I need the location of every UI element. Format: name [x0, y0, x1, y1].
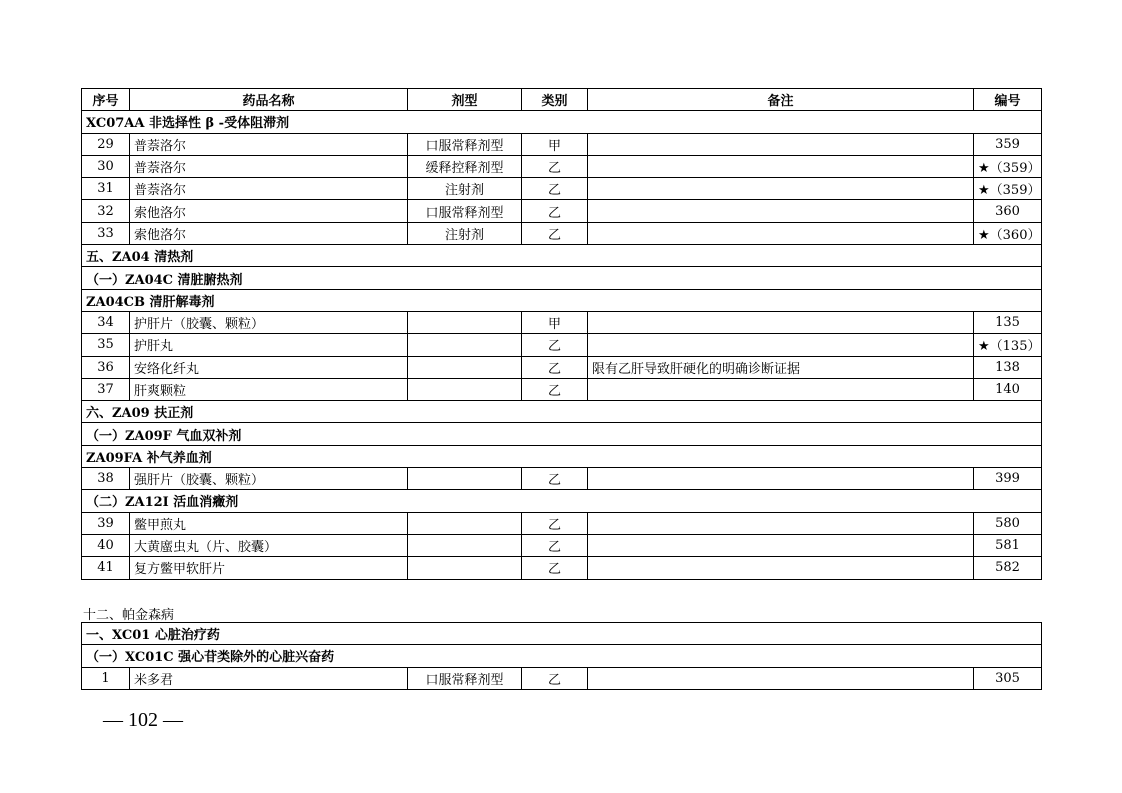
cell-form: 注射剂	[408, 222, 522, 244]
drug-table-2	[81, 622, 1042, 690]
cell-name: 普萘洛尔	[130, 155, 408, 177]
cell-form	[408, 512, 522, 534]
cell-seq: 34	[82, 311, 130, 333]
cell-form	[408, 534, 522, 556]
table-row	[82, 178, 1042, 200]
cell-code: 580	[974, 512, 1042, 534]
cell-note	[588, 667, 974, 689]
cell-note	[588, 222, 974, 244]
cell-seq: 30	[82, 155, 130, 177]
cell-form: 口服常释剂型	[408, 667, 522, 689]
cell-category: 乙	[522, 378, 588, 400]
header-note: 备注	[588, 89, 974, 111]
cell-note	[588, 334, 974, 356]
cell-name: 米多君	[130, 667, 408, 689]
section-heading: （一）ZA09F 气血双补剂	[82, 423, 1042, 445]
cell-category: 乙	[522, 222, 588, 244]
cell-form: 口服常释剂型	[408, 200, 522, 222]
page-number: — 102 —	[103, 709, 183, 731]
header-name: 药品名称	[130, 89, 408, 111]
cell-name: 护肝片（胶囊、颗粒）	[130, 311, 408, 333]
header-form: 剂型	[408, 89, 522, 111]
section-heading: （二）ZA12I 活血消癥剂	[82, 490, 1042, 512]
cell-code: ★（359）	[974, 178, 1042, 200]
cell-form: 口服常释剂型	[408, 133, 522, 155]
cell-category: 乙	[522, 512, 588, 534]
table-row	[82, 534, 1042, 556]
cell-seq: 38	[82, 468, 130, 490]
cell-code: 399	[974, 468, 1042, 490]
cell-category: 甲	[522, 133, 588, 155]
cell-category: 乙	[522, 534, 588, 556]
section-heading: 六、ZA09 扶正剂	[82, 401, 1042, 423]
cell-seq: 36	[82, 356, 130, 378]
table-row	[82, 133, 1042, 155]
table-row	[82, 311, 1042, 333]
section-heading: （一）ZA04C 清脏腑热剂	[82, 267, 1042, 289]
cell-code: ★（360）	[974, 222, 1042, 244]
cell-seq: 32	[82, 200, 130, 222]
cell-seq: 39	[82, 512, 130, 534]
cell-note	[588, 133, 974, 155]
section-row	[82, 111, 1042, 133]
table-header-row	[82, 89, 1042, 111]
drug-table-body	[82, 111, 1042, 579]
cell-name: 大黄䗪虫丸（片、胶囊）	[130, 534, 408, 556]
drug-table	[81, 88, 1042, 580]
cell-note	[588, 512, 974, 534]
table-row	[82, 200, 1042, 222]
cell-form	[408, 334, 522, 356]
table-row	[82, 468, 1042, 490]
cell-note	[588, 178, 974, 200]
table-row	[82, 356, 1042, 378]
section-row	[82, 490, 1042, 512]
table-row	[82, 512, 1042, 534]
cell-seq: 40	[82, 534, 130, 556]
cell-code: 305	[974, 667, 1042, 689]
cell-name: 强肝片（胶囊、颗粒）	[130, 468, 408, 490]
cell-code: 140	[974, 378, 1042, 400]
header-seq: 序号	[82, 89, 130, 111]
cell-category: 乙	[522, 200, 588, 222]
cell-name: 护肝丸	[130, 334, 408, 356]
section-row	[82, 289, 1042, 311]
cell-code: ★（359）	[974, 155, 1042, 177]
cell-seq: 29	[82, 133, 130, 155]
cell-note	[588, 200, 974, 222]
cell-category: 乙	[522, 356, 588, 378]
cell-seq: 33	[82, 222, 130, 244]
cell-seq: 1	[82, 667, 130, 689]
cell-category: 乙	[522, 178, 588, 200]
cell-name: 肝爽颗粒	[130, 378, 408, 400]
cell-code: 581	[974, 534, 1042, 556]
cell-seq: 37	[82, 378, 130, 400]
cell-seq: 41	[82, 557, 130, 579]
drug-table-2-body	[82, 623, 1042, 690]
cell-name: 索他洛尔	[130, 222, 408, 244]
section-row	[82, 401, 1042, 423]
header-code: 编号	[974, 89, 1042, 111]
cell-name: 安络化纤丸	[130, 356, 408, 378]
cell-category: 乙	[522, 155, 588, 177]
section-row	[82, 445, 1042, 467]
cell-form	[408, 468, 522, 490]
cell-seq: 31	[82, 178, 130, 200]
cell-form	[408, 356, 522, 378]
cell-category: 甲	[522, 311, 588, 333]
table-row	[82, 378, 1042, 400]
cell-note	[588, 557, 974, 579]
section-heading: ZA04CB 清肝解毒剂	[82, 289, 1042, 311]
cell-code: 359	[974, 133, 1042, 155]
section-row	[82, 623, 1042, 645]
cell-name: 鳖甲煎丸	[130, 512, 408, 534]
table-row	[82, 557, 1042, 579]
cell-form: 注射剂	[408, 178, 522, 200]
section-heading: XC07AA 非选择性 β -受体阻滞剂	[82, 111, 1042, 133]
cell-note: 限有乙肝导致肝硬化的明确诊断证据	[588, 356, 974, 378]
cell-category: 乙	[522, 334, 588, 356]
cell-form	[408, 378, 522, 400]
section-row	[82, 267, 1042, 289]
header-category: 类别	[522, 89, 588, 111]
table-row	[82, 667, 1042, 689]
cell-form: 缓释控释剂型	[408, 155, 522, 177]
cell-name: 普萘洛尔	[130, 133, 408, 155]
table-row	[82, 334, 1042, 356]
section-row	[82, 423, 1042, 445]
table-row	[82, 222, 1042, 244]
cell-form	[408, 311, 522, 333]
cell-note	[588, 155, 974, 177]
cell-code: 135	[974, 311, 1042, 333]
cell-seq: 35	[82, 334, 130, 356]
cell-note	[588, 378, 974, 400]
cell-note	[588, 311, 974, 333]
section-heading: （一）XC01C 强心苷类除外的心脏兴奋药	[82, 645, 1042, 667]
chapter-title: 十二、帕金森病	[83, 608, 175, 623]
section-row	[82, 245, 1042, 267]
cell-category: 乙	[522, 468, 588, 490]
cell-name: 索他洛尔	[130, 200, 408, 222]
cell-code: 582	[974, 557, 1042, 579]
cell-name: 普萘洛尔	[130, 178, 408, 200]
section-heading: ZA09FA 补气养血剂	[82, 445, 1042, 467]
cell-category: 乙	[522, 667, 588, 689]
cell-form	[408, 557, 522, 579]
cell-note	[588, 468, 974, 490]
section-heading: 五、ZA04 清热剂	[82, 245, 1042, 267]
cell-name: 复方鳖甲软肝片	[130, 557, 408, 579]
cell-code: 360	[974, 200, 1042, 222]
cell-note	[588, 534, 974, 556]
cell-code: 138	[974, 356, 1042, 378]
section-heading: 一、XC01 心脏治疗药	[82, 623, 1042, 645]
table-row	[82, 155, 1042, 177]
cell-category: 乙	[522, 557, 588, 579]
section-row	[82, 645, 1042, 667]
cell-code: ★（135）	[974, 334, 1042, 356]
